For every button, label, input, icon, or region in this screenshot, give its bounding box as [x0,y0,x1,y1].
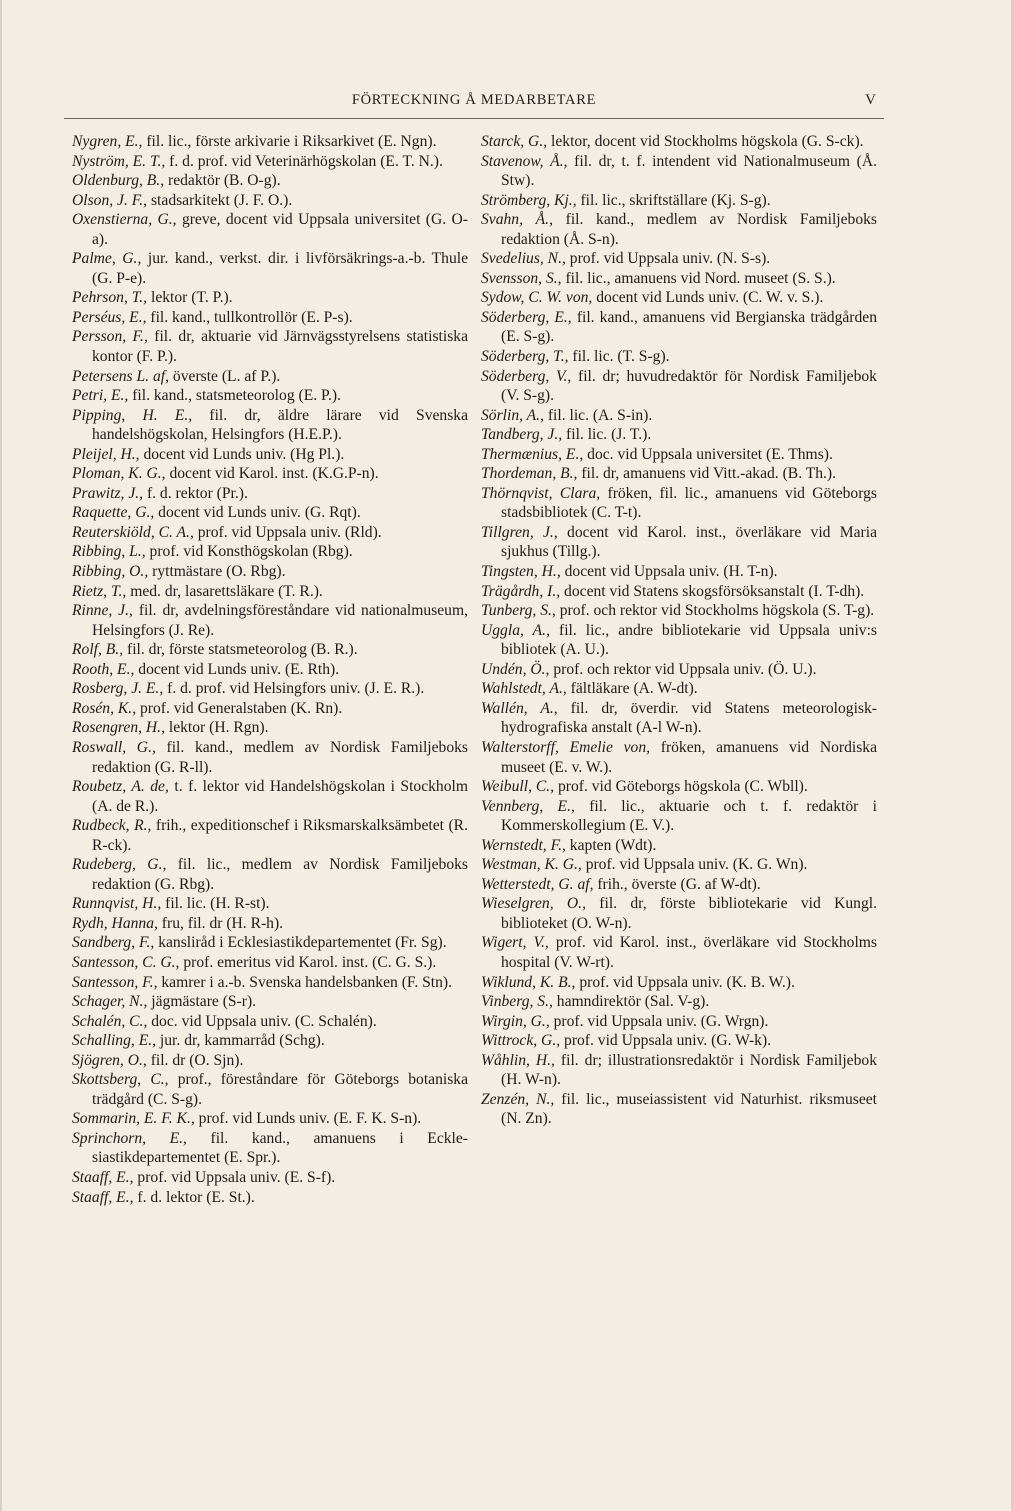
contributor-name: Söderberg, V., [481,367,572,385]
contributor-details: prof. vid Uppsala univ. (K. G. Wn). [581,856,808,874]
contributor-entry [481,269,877,289]
contributor-name: Thermænius, E., [481,445,584,463]
contributor-entry [481,777,877,797]
contributor-details: docent vid Karol. inst. (K.G.P-n). [165,465,379,483]
page-number: V [865,92,876,108]
contributor-details: lektor, docent vid Stockholms högskola (G. S-ck). [547,133,864,150]
contributor-entry [72,933,468,953]
contributor-entry [481,210,877,249]
contributor-entry [481,191,877,211]
contributor-details: fil. kand., statsmeteorolog (E. P.). [128,387,341,405]
contributor-name: Reuterskiöld, C. A., [72,523,194,541]
contributor-details: fil. kand., tullkontrollör (E. P-s). [146,308,353,326]
contributor-details: fil. lic., skriftställare (Kj. S-g). [576,191,771,209]
left-column [72,132,468,1207]
contributor-entry [72,973,468,993]
contributor-entry [72,699,468,719]
contributor-entry [72,1188,468,1208]
contributor-entry [481,679,877,699]
running-header [64,88,884,119]
contributor-details: doc. vid Uppsala universitet (E. Thms). [583,445,833,463]
contributor-entry [481,406,877,426]
contributor-details: överste (L. af P.). [169,367,281,385]
contributor-name: Nyström, E. T., [72,152,166,170]
contributor-entry [72,894,468,914]
contributor-name: Wieselgren, O., [481,895,586,913]
contributor-name: Starck, G., [481,133,548,150]
contributor-name: Vinberg, S., [481,993,553,1011]
contributor-name: Runnqvist, H., [72,895,162,913]
contributor-name: Ploman, K. G., [72,465,166,483]
right-column [481,132,877,1129]
contributor-name: Trägårdh, I., [481,582,561,600]
contributor-entry [72,503,468,523]
contributor-entry [481,894,877,933]
contributor-entry [481,660,877,680]
contributor-entry [72,660,468,680]
contributor-details: lektor (T. P.). [147,289,233,307]
contributor-name: Wernstedt, F., [481,836,566,854]
contributor-entry [72,640,468,660]
contributor-name: Wahlstedt, A., [481,680,567,698]
contributor-entry [481,445,877,465]
contributor-name: Rudbeck, R., [72,817,152,835]
contributor-entry [481,621,877,660]
contributor-name: Wittrock, G., [481,1032,561,1050]
contributor-entry [72,855,468,894]
contributor-details: fältläkare (A. W-dt). [566,680,698,698]
contributor-details: prof. vid Uppsala univ. (Rld). [193,523,382,541]
contributor-name: Perséus, E., [72,308,147,326]
contributor-name: Rudeberg, G., [72,856,167,874]
header-title: FÖRTECKNING Å MEDARBETARE [351,92,597,108]
contributor-details: greve, docent vid Uppsala universitet (G. O-a). [92,211,468,248]
contributor-entry [481,1031,877,1051]
contributor-entry [72,718,468,738]
contributor-details: jur. kand., verkst. dir. i livförsäkrings-a.-b. Thule (G. P-e). [92,250,468,287]
contributor-entry [481,484,877,523]
contributor-details: docent vid Lunds univ. (C. W. v. S.). [592,289,824,307]
contributor-entry [72,406,468,445]
contributor-entry [72,542,468,562]
contributor-entry [481,425,877,445]
contributor-entry [481,836,877,856]
contributor-name: Tunberg, S., [481,602,556,620]
contributor-details: prof. vid Karol. inst., överläkare vid Stockholms hospital (V. W-rt). [501,934,877,971]
contributor-name: Svensson, S., [481,269,562,287]
contributor-details: prof. vid Lunds univ. (E. F. K. S-n). [194,1110,422,1128]
contributor-name: Pipping, H. E., [72,406,193,424]
contributor-entry [72,1051,468,1071]
contributor-entry [481,992,877,1012]
contributor-name: Zenzén, N., [481,1090,555,1108]
contributor-name: Olson, J. F., [72,191,148,209]
contributor-entry [72,1012,468,1032]
contributor-name: Pleijel, H., [72,445,140,463]
contributor-name: Schalén, C., [72,1012,148,1030]
contributor-details: fil. dr, amanuens vid Vitt.-akad. (B. Th.). [577,465,837,483]
contributor-details: fil. kand., medlem av Nordisk Familjeboks redaktion (Å. S-n). [501,211,877,248]
contributor-details: docent vid Karol. inst., överläkare vid Maria sjukhus (Tillg.). [501,523,877,561]
contributor-details: prof. vid Göteborgs högskola (C. Wbll). [554,778,808,796]
contributor-name: Weibull, C., [481,778,555,796]
contributor-name: Sjögren, O., [72,1051,147,1069]
contributor-name: Skottsberg, C., [72,1071,169,1089]
contributor-details: fil. lic., aktuarie och t. f. redaktör i Kommerskollegium (E. V.). [501,797,877,835]
contributor-name: Prawitz, J., [72,484,144,502]
contributor-entry [72,249,468,288]
contributor-entry [481,582,877,602]
contributor-name: Schalling, E., [72,1032,157,1050]
contributor-details: redaktör (B. O-g). [164,172,281,190]
contributor-name: Ribbing, L., [72,543,146,561]
contributor-details: fröken, amanuens vid Nordiska museet (E. v. W.). [501,738,877,776]
contributor-details: fil. kand., amanuens i Ecklesiastikdepartementet (E. Spr.). [92,1129,468,1167]
contributor-entry [72,445,468,465]
contributor-entry [72,1070,468,1109]
contributor-details: fil. lic., förste arkivarie i Riksarkivet (E. Ngn). [142,133,437,150]
contributor-details: kamrer i a.-b. Svenska handelsbanken (F. Stn). [157,973,453,991]
contributor-entry [481,1090,877,1129]
page-edge-left [0,0,2,1511]
contributor-details: kansliråd i Ecklesiastikdepartementet (Fr. Sg). [154,934,447,952]
contributor-details: fil. lic., medlem av Nordisk Familjeboks redaktion (G. Rbg). [92,856,468,893]
contributor-details: fru, fil. dr (H. R-h). [157,914,284,932]
contributor-name: Wåhlin, H., [481,1051,555,1069]
contributor-entry [72,1129,468,1168]
contributor-entry [72,1168,468,1188]
contributor-name: Tandberg, J., [481,426,563,444]
contributor-name: Sörlin, A., [481,406,544,424]
contributor-details: docent vid Lunds univ. (Hg Pl.). [139,445,345,463]
contributor-details: kapten (Wdt). [565,836,657,854]
contributor-details: frih., expeditionschef i Riksmarskalksämbetet (R. R-ck). [92,817,468,854]
contributor-details: prof. vid Uppsala univ. (K. B. W.). [575,973,795,991]
contributor-name: Staaff, E., [72,1168,134,1186]
contributor-entry [72,191,468,211]
contributor-details: fil. dr, förste bibliotekarie vid Kungl. biblioteket (O. W-n). [501,895,877,932]
contributor-details: fil. dr; illustrationsredaktör i Nordisk Familjebok (H. W-n). [501,1051,877,1089]
contributor-details: prof. och rektor vid Stockholms högskola (S. T-g). [555,602,875,620]
contributor-name: Sydow, C. W. von, [481,289,593,307]
contributor-name: Svahn, Å., [481,211,553,229]
contributor-name: Söderberg, E., [481,308,572,326]
contributor-name: Westman, K. G., [481,856,582,874]
contributor-name: Rietz, T., [72,582,127,600]
contributor-name: Raquette, G., [72,504,155,522]
contributor-details: prof. vid Uppsala univ. (E. S-f). [133,1168,336,1186]
contributor-name: Thordeman, B., [481,465,578,483]
contributor-details: f. d. rektor (Pr.). [143,484,248,502]
contributor-details: fil. dr, t. f. intendent vid Nationalmuseum (Å. Stw). [501,152,877,190]
contributor-entry [72,914,468,934]
contributor-name: Walterstorff, Emelie von, [481,738,651,756]
contributor-name: Petri, E., [72,387,129,405]
contributor-entry [72,523,468,543]
contributor-name: Sandberg, F., [72,934,155,952]
contributor-entry [72,679,468,699]
contributor-details: stadsarkitekt (J. F. O.). [147,191,293,209]
contributor-name: Nygren, E., [72,133,143,150]
contributor-entry [72,1031,468,1051]
contributor-entry [72,386,468,406]
contributor-details: fil. kand., medlem av Nordisk Familjeboks redaktion (G. R-ll). [92,738,468,776]
contributor-name: Rinne, J., [72,602,133,620]
contributor-name: Rolf, B., [72,641,124,659]
contributor-entry [72,562,468,582]
contributor-name: Santesson, F., [72,973,158,991]
contributor-entry [72,484,468,504]
contributor-details: f. d. prof. vid Veterinärhögskolan (E. T. N.). [165,152,443,170]
contributor-details: prof., föreståndare för Göteborgs botaniska trädgård (C. S-g). [92,1071,469,1108]
contributor-details: docent vid Statens skogsförsöksanstalt (I. T-dh). [560,582,865,600]
contributor-entry [481,152,877,191]
contributor-details: t. f. lektor vid Handelshögskolan i Stockholm (A. de R.). [92,778,468,815]
contributor-name: Petersens L. af, [72,367,170,385]
contributor-name: Rosén, K., [72,699,137,717]
contributor-name: Rosberg, J. E., [72,680,164,698]
contributor-entry [481,699,877,738]
contributor-entry [72,816,468,855]
contributor-entry [72,953,468,973]
contributor-entry [481,562,877,582]
contributor-details: fil. lic. (T. S-g). [568,348,670,366]
contributor-details: fil. lic. (H. R-st). [161,895,270,913]
contributor-name: Roubetz, A. de, [72,778,169,796]
contributor-entry [481,738,877,777]
contributor-details: f. d. prof. vid Helsingfors univ. (J. E. R.). [163,680,425,698]
contributor-details: docent vid Uppsala univ. (H. T-n). [560,563,778,581]
contributor-details: ryttmästare (O. Rbg). [148,563,286,581]
contributor-details: prof. vid Uppsala univ. (G. Wrgn). [549,1012,769,1030]
contributor-details: frih., överste (G. af W-dt). [593,875,761,893]
contributor-name: Tingsten, H., [481,563,561,581]
contributor-name: Roswall, G., [72,738,156,756]
contributor-entry [72,601,468,640]
contributor-name: Svedelius, N., [481,250,566,268]
contributor-name: Sprinchorn, E., [72,1129,187,1147]
contributor-details: prof. och rektor vid Uppsala univ. (Ö. U.). [549,660,817,678]
contributor-details: fil. lic. (A. S-in). [543,406,653,424]
contributor-entry [72,171,468,191]
contributor-details: prof. vid Uppsala univ. (G. W-k). [560,1032,772,1050]
contributor-details: med. dr, lasarettsläkare (T. R.). [126,582,323,600]
contributor-entry [481,249,877,269]
contributor-name: Stavenow, Å., [481,152,568,170]
contributor-name: Wallén, A., [481,699,558,717]
contributor-entry [72,738,468,777]
contributor-entry [72,327,468,366]
contributor-details: prof. emeritus vid Karol. inst. (C. G. S.). [179,953,437,971]
contributor-entry [481,347,877,367]
contributor-details: fil. kand., amanuens vid Bergianska trädgården (E. S-g). [501,308,877,346]
contributor-details: fil. dr (O. Sjn). [146,1051,244,1069]
contributor-name: Oxenstierna, G., [72,211,177,229]
contributor-name: Staaff, E., [72,1188,134,1206]
contributor-details: jägmästare (S-r). [147,993,257,1011]
contributor-entry [72,777,468,816]
contributor-entry [72,210,468,249]
contributor-entry [481,523,877,562]
contributor-entry [481,875,877,895]
contributor-entry [72,1109,468,1129]
contributor-details: fil. dr, förste statsmeteorolog (B. R.). [123,641,358,659]
contributor-name: Pehrson, T., [72,289,148,307]
contributor-entry [72,308,468,328]
contributor-entry [481,973,877,993]
contributor-name: Palme, G., [72,250,142,268]
contributor-name: Schager, N., [72,993,148,1011]
contributor-name: Rydh, Hanna, [72,914,158,932]
contributor-entry [481,601,877,621]
contributor-details: fil. dr, överdir. vid Statens meteorologisk-hydrografiska anstalt (A-l W-n). [501,699,877,737]
contributor-entry [481,855,877,875]
contributor-name: Strömberg, Kj., [481,191,577,209]
contributor-entry [481,308,877,347]
contributor-details: prof. vid Generalstaben (K. Rn). [136,699,343,717]
contributor-details: docent vid Lunds univ. (E. Rth). [134,660,340,678]
contributor-details: fil. lic., museiassistent vid Naturhist. riksmuseet (N. Zn). [501,1090,878,1128]
contributor-name: Rooth, E., [72,660,135,678]
contributor-name: Sommarin, E. F. K., [72,1110,195,1128]
contributor-details: fröken, fil. lic., amanuens vid Göteborgs stadsbibliotek (C. T-t). [501,484,877,522]
contributor-entry [72,152,468,172]
contributor-entry [72,582,468,602]
contributor-details: fil. lic., andre bibliotekarie vid Uppsala univ:s bibliotek (A. U.). [501,621,877,659]
contributor-entry [72,464,468,484]
contributor-name: Rosengren, H., [72,719,165,737]
contributor-entry [481,933,877,972]
contributor-name: Wigert, V., [481,934,549,952]
contributor-name: Wiklund, K. B., [481,973,576,991]
contributor-entry [72,288,468,308]
contributor-details: doc. vid Uppsala univ. (C. Schalén). [147,1012,377,1030]
contributor-name: Vennberg, E., [481,797,575,815]
contributor-name: Wirgin, G., [481,1012,550,1030]
contributor-name: Söderberg, T., [481,348,569,366]
contributor-name: Santesson, C. G., [72,953,180,971]
contributor-entry [72,132,468,152]
contributor-details: fil. dr, aktuarie vid Järnvägsstyrelsens statistiska kontor (F. P.). [92,328,468,366]
contributor-name: Uggla, A., [481,621,550,639]
contributor-name: Oldenburg, B., [72,172,165,190]
contributor-name: Tillgren, J., [481,523,558,541]
contributor-entry [481,1051,877,1090]
contributor-details: docent vid Lunds univ. (G. Rqt). [154,504,361,522]
contributor-entry [72,992,468,1012]
contributor-details: hamndirektör (Sal. V-g). [552,993,710,1011]
contributor-entry [481,464,877,484]
contributor-details: fil. dr, avdelningsföreståndare vid nationalmuseum, Helsingfors (J. Re). [92,602,468,639]
contributor-name: Thörnqvist, Clara, [481,484,601,502]
contributor-name: Undén, Ö., [481,660,550,678]
contributor-details: prof. vid Uppsala univ. (N. S-s). [565,250,771,268]
contributor-entry [72,367,468,387]
contributor-details: fil. dr; huvudredaktör för Nordisk Familjebok (V. S-g). [501,367,877,405]
contributor-entry [481,1012,877,1032]
contributor-entry [481,797,877,836]
contributor-details: fil. lic. (J. T.). [562,426,652,444]
contributor-details: jur. dr, kammarråd (Schg). [156,1032,325,1050]
contributor-details: fil. dr, äldre lärare vid Svenska handelshögskolan, Helsingfors (H.E.P.). [92,406,468,444]
contributor-name: Ribbing, O., [72,563,149,581]
contributor-name: Wetterstedt, G. af, [481,875,594,893]
contributor-details: fil. lic., amanuens vid Nord. museet (S. S.). [561,269,836,287]
contributor-details: f. d. lektor (E. St.). [133,1188,255,1206]
contributor-entry [481,132,877,152]
contributor-name: Persson, F., [72,328,148,346]
contributor-entry [481,288,877,308]
contributor-details: lektor (H. Rgn). [164,719,269,737]
contributor-details: prof. vid Konsthögskolan (Rbg). [145,543,353,561]
contributor-entry [481,367,877,406]
